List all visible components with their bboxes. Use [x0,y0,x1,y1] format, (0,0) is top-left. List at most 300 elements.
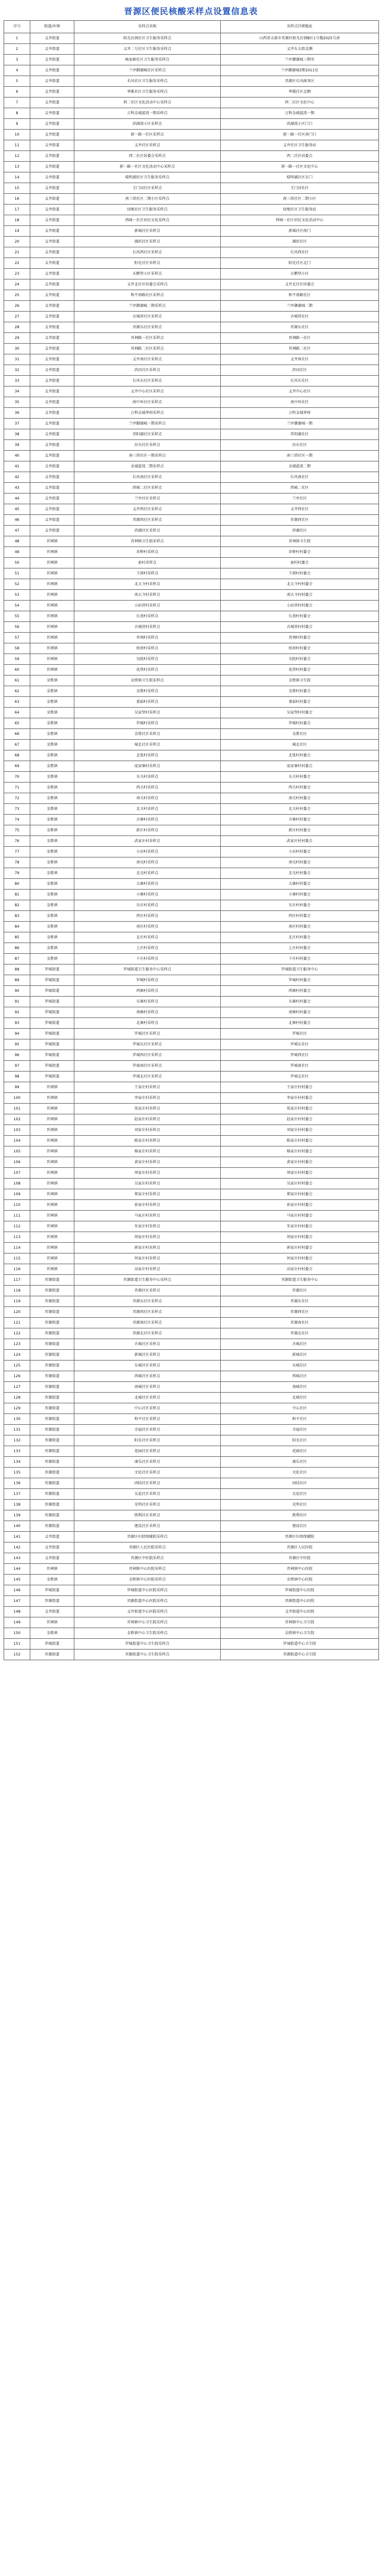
table-row [4,1275,379,1286]
cell-address: 郑家庄村村委会 [221,1189,379,1200]
cell-site-name: 光明社区采样点 [74,1500,221,1510]
table-row [4,1435,379,1446]
cell-site-name: 陈家庄村采样点 [74,1136,221,1146]
cell-index: 16 [4,194,30,205]
cell-street: 义井街道 [30,494,74,504]
cell-site-name: 纸房村采样点 [74,643,221,654]
cell-street: 罗城街道 [30,1639,74,1650]
cell-index: 118 [4,1286,30,1296]
cell-index: 138 [4,1500,30,1510]
cell-site-name: 建设社区采样点 [74,1521,221,1532]
cell-street: 晋源街道 [30,1275,74,1286]
cell-site-name: 东寨村采样点 [74,997,221,1007]
cell-site-name: 下庄村采样点 [74,954,221,965]
cell-street: 晋源街道 [30,1339,74,1350]
cell-index: 40 [4,451,30,461]
cell-address: 幸福社区 [221,1425,379,1435]
cell-street: 义井街道 [30,108,74,119]
table-row [4,215,379,226]
cell-site-name: 刘家庄村采样点 [74,1125,221,1136]
cell-site-name: 友谊社区采样点 [74,1489,221,1500]
table-row [4,1489,379,1500]
cell-site-name: 孙家庄村采样点 [74,1200,221,1211]
table-row [4,761,379,772]
cell-index: 20 [4,237,30,247]
cell-address: 东寨村村委会 [221,997,379,1007]
cell-site-name: 西城二社区采样点 [74,483,221,494]
cell-site-name: 幸福社区采样点 [74,1425,221,1435]
table-row [4,1371,379,1382]
cell-index: 29 [4,333,30,344]
table-row [4,237,379,247]
cell-index: 91 [4,997,30,1007]
table-row [4,1328,379,1339]
cell-street: 义井街道 [30,333,74,344]
cell-index: 73 [4,804,30,815]
cell-street: 金胜镇 [30,772,74,783]
cell-address: 东庄村村委会 [221,900,379,911]
cell-index: 13 [4,162,30,172]
cell-address: 金胜镇中心卫生院 [221,1628,379,1639]
cell-index: 69 [4,761,30,772]
cell-index: 76 [4,836,30,847]
cell-index: 79 [4,868,30,879]
cell-index: 87 [4,954,30,965]
table-row [4,1018,379,1029]
cell-address: 晋祠镇卫生院 [221,536,379,547]
cell-street: 金胜镇 [30,857,74,868]
cell-index: 98 [4,1072,30,1082]
cell-street: 金胜镇 [30,836,74,847]
cell-street: 晋源街道 [30,1425,74,1435]
cell-street: 金胜镇 [30,761,74,772]
cell-site-name: 小寨村采样点 [74,890,221,900]
cell-index: 111 [4,1211,30,1221]
cell-street: 义井街道 [30,205,74,215]
cell-index: 132 [4,1435,30,1446]
cell-site-name: 长风西社区采样点 [74,247,221,258]
cell-site-name: 郑家庄村采样点 [74,1189,221,1200]
cell-street: 晋祠镇 [30,611,74,622]
cell-address: 陈家庄村村委会 [221,1136,379,1146]
cell-index: 78 [4,857,30,868]
cell-address: 高家庄村村委会 [221,1264,379,1275]
cell-index: 77 [4,847,30,857]
cell-address: 郭家庄村村委会 [221,1243,379,1254]
cell-address: 晋祠镇中心医院 [221,1564,379,1575]
cell-site-name: 花塔村采样点 [74,665,221,676]
cell-address: 晋源区人民医院 [221,1543,379,1553]
cell-street: 金胜镇 [30,815,74,825]
cell-street: 义井街道 [30,247,74,258]
cell-site-name: 晋阳湖社区采样点 [74,429,221,440]
cell-address: 阳光社区 [221,1435,379,1446]
table-row [4,825,379,836]
table-row [4,1136,379,1146]
cell-site-name: 武家庄村采样点 [74,836,221,847]
table-row [4,611,379,622]
cell-site-name: 南城社区采样点 [74,1382,221,1393]
table-row [4,654,379,665]
table-row [4,130,379,140]
cell-site-name: 索村采样点 [74,558,221,568]
cell-index: 107 [4,1168,30,1179]
table-row [4,1393,379,1403]
cell-site-name: 东庄村采样点 [74,900,221,911]
cell-street: 晋祠镇 [30,1114,74,1125]
cell-site-name: 庞家寨村采样点 [74,761,221,772]
cell-street: 义井街道 [30,1532,74,1543]
cell-street: 晋源街道 [30,1403,74,1414]
cell-address: 罗城街道中心卫生院 [221,1639,379,1650]
table-row [4,526,379,536]
table-row [4,419,379,429]
header-address: 采样点详细地址 [221,21,379,33]
cell-index: 12 [4,151,30,162]
cell-index: 14 [4,172,30,183]
cell-index: 93 [4,1018,30,1029]
cell-street: 义井街道 [30,162,74,172]
table-row [4,1457,379,1468]
cell-index: 119 [4,1296,30,1307]
cell-index: 32 [4,365,30,376]
table-row [4,740,379,750]
cell-address: 黄家庄村村委会 [221,1157,379,1168]
cell-site-name: 西关村采样点 [74,783,221,793]
cell-address: 索村村委会 [221,558,379,568]
cell-address: 团结社区 [221,1478,379,1489]
cell-street: 义井街道 [30,387,74,397]
cell-index: 60 [4,665,30,676]
cell-site-name: 文化社区采样点 [74,1468,221,1478]
cell-index: 8 [4,108,30,119]
cell-street: 金胜镇 [30,932,74,943]
cell-street: 义井街道 [30,322,74,333]
table-row [4,1146,379,1157]
cell-index: 67 [4,740,30,750]
cell-address: 小店村村委会 [221,847,379,857]
table-row [4,1189,379,1200]
table-row [4,1585,379,1596]
cell-street: 金胜镇 [30,911,74,922]
cell-address: 花园社区 [221,1446,379,1457]
cell-address: 晋源区长风商务区 [221,76,379,87]
cell-site-name: 滨河社区采样点 [74,365,221,376]
cell-index: 96 [4,1050,30,1061]
table-row [4,633,379,643]
cell-address: 新城社区南门 [221,226,379,237]
cell-index: 37 [4,419,30,429]
table-row [4,900,379,911]
cell-index: 80 [4,879,30,890]
cell-street: 金胜镇 [30,686,74,697]
cell-index: 113 [4,1232,30,1243]
cell-site-name: 晋源区人民医院采样点 [74,1543,221,1553]
table-row [4,1200,379,1211]
cell-street: 义井街道 [30,1553,74,1564]
table-row [4,943,379,954]
cell-address: 赤桥村村委会 [221,547,379,558]
cell-site-name: 义井社区采样点 [74,140,221,151]
cell-address: 滨河社区 [221,365,379,376]
cell-street: 晋祠镇 [30,1200,74,1211]
cell-address: 南关村村委会 [221,793,379,804]
cell-site-name: 西城一社区居民文化采样点 [74,215,221,226]
cell-address: 周家庄村村委会 [221,1168,379,1179]
cell-street: 义井街道 [30,526,74,536]
cell-site-name: 兰亭御湖城二期采样点 [74,301,221,312]
cell-street: 罗城街道 [30,1029,74,1039]
table-row [4,65,379,76]
cell-street: 晋祠镇 [30,1093,74,1104]
cell-site-name: 南大寺村采样点 [74,590,221,601]
table-row [4,365,379,376]
cell-street: 义井街道 [30,55,74,65]
table-row [4,162,379,172]
table-row [4,1082,379,1093]
table-row [4,975,379,986]
cell-index: 110 [4,1200,30,1211]
cell-address: 康乐社区 [221,1457,379,1468]
cell-site-name: 赤桥村采样点 [74,547,221,558]
cell-street: 义井街道 [30,365,74,376]
cell-site-name: 团结社区采样点 [74,1478,221,1489]
table-row [4,483,379,494]
cell-street: 义井街道 [30,354,74,365]
table-row [4,119,379,130]
cell-index: 129 [4,1403,30,1414]
table-row [4,1617,379,1628]
table-row [4,1211,379,1221]
cell-site-name: 晋源区中医院采样点 [74,1553,221,1564]
cell-street: 义井街道 [30,87,74,98]
cell-address: 西寨村村委会 [221,986,379,997]
cell-index: 126 [4,1371,30,1382]
cell-index: 68 [4,750,30,761]
cell-index: 10 [4,130,30,140]
cell-street: 义井街道 [30,33,74,44]
cell-street: 义井街道 [30,461,74,472]
cell-address: 中心社区 [221,1403,379,1414]
cell-street: 晋祠镇 [30,1221,74,1232]
cell-site-name: 南屯村采样点 [74,857,221,868]
cell-street: 晋祠镇 [30,1254,74,1264]
table-row [4,1468,379,1478]
cell-index: 48 [4,536,30,547]
table-row [4,376,379,387]
cell-address: 兰亭御湖城三期旁 [221,55,379,65]
cell-street: 义井街道 [30,440,74,451]
table-row [4,1179,379,1189]
cell-address: 晋源社区 [221,1286,379,1296]
cell-site-name: 兰亭御湖城一期采样点 [74,419,221,429]
cell-street: 金胜镇 [30,943,74,954]
table-row [4,151,379,162]
cell-address: 古城营村村委会 [221,622,379,633]
cell-index: 152 [4,1650,30,1660]
cell-street: 晋源街道 [30,1650,74,1660]
cell-index: 114 [4,1243,30,1254]
cell-index: 59 [4,654,30,665]
cell-index: 135 [4,1468,30,1478]
cell-index: 100 [4,1093,30,1104]
cell-index: 147 [4,1596,30,1607]
cell-street: 义井街道 [30,183,74,194]
cell-address: 南庄村村委会 [221,922,379,932]
cell-index: 17 [4,205,30,215]
cell-index: 62 [4,686,30,697]
cell-site-name: 康乐社区采样点 [74,1457,221,1468]
cell-site-name: 义井北社区居委会采样点 [74,279,221,290]
cell-site-name: 西寨村采样点 [74,986,221,997]
cell-street: 义井街道 [30,483,74,494]
table-row [4,76,379,87]
cell-address: 罗城南社区 [221,1061,379,1072]
table-row [4,665,379,676]
cell-address: 南寨村村委会 [221,1007,379,1018]
cell-site-name: 晋源社区采样点 [74,1286,221,1296]
cell-index: 144 [4,1564,30,1575]
cell-address: 兰亭御湖城二期 [221,301,379,312]
cell-street: 晋祠镇 [30,1211,74,1221]
cell-street: 晋祠镇 [30,622,74,633]
cell-site-name: 古城社区采样点 [74,1339,221,1350]
table-row [4,1350,379,1361]
cell-index: 56 [4,622,30,633]
cell-address: 罗城社区 [221,1029,379,1039]
cell-address: 晋源街道卫生服务中心 [221,1275,379,1286]
cell-index: 92 [4,1007,30,1018]
header-street: 街道/乡镇 [30,21,74,33]
cell-address: 新城社区 [221,1350,379,1361]
cell-address: 罗城北社区 [221,1072,379,1082]
table-header-row [4,21,379,33]
cell-index: 124 [4,1350,30,1361]
cell-address: 义井南社区 [221,354,379,365]
cell-index: 95 [4,1039,30,1050]
cell-site-name: 长巷村采样点 [74,611,221,622]
table-row [4,1553,379,1564]
table-row [4,1607,379,1617]
cell-index: 134 [4,1457,30,1468]
cell-street: 晋祠镇 [30,1189,74,1200]
cell-address: 南大寺村村委会 [221,590,379,601]
cell-site-name: 滨湖社区采样点 [74,526,221,536]
cell-address: 光明社区 [221,1500,379,1510]
table-row [4,504,379,515]
cell-street: 义井街道 [30,301,74,312]
table-row [4,879,379,890]
table-row [4,932,379,943]
cell-address: 和平社区 [221,1414,379,1425]
cell-index: 22 [4,258,30,269]
cell-address: 西城一社区居民文化活动中心 [221,215,379,226]
cell-street: 晋源街道 [30,1510,74,1521]
cell-site-name: 北寨村采样点 [74,1018,221,1029]
cell-site-name: 古寨村采样点 [74,815,221,825]
header-index: 序号 [4,21,30,33]
cell-street: 金胜镇 [30,868,74,879]
cell-address: 小站营村村委会 [221,601,379,611]
table-row [4,1232,379,1243]
cell-site-name: 新城社区采样点 [74,226,221,237]
cell-address: 金胜镇卫生院 [221,676,379,686]
cell-index: 64 [4,708,30,718]
cell-street: 晋祠镇 [30,536,74,547]
cell-address: 兰亭社区 [221,494,379,504]
table-row [4,847,379,857]
table-row [4,194,379,205]
cell-street: 义井街道 [30,408,74,419]
cell-site-name: 胜利社区采样点 [74,1510,221,1521]
cell-site-name: 南三塔社区二期小区采样点 [74,194,221,205]
cell-address: 罗城街道中心医院 [221,1585,379,1596]
cell-index: 106 [4,1157,30,1168]
table-row [4,697,379,708]
cell-street: 义井街道 [30,226,74,237]
cell-index: 41 [4,461,30,472]
table-row [4,1521,379,1532]
cell-index: 66 [4,729,30,740]
cell-index: 1 [4,33,30,44]
table-row [4,1628,379,1639]
cell-index: 42 [4,472,30,483]
table-row [4,44,379,55]
cell-address: 晋源街道中心医院 [221,1596,379,1607]
cell-index: 27 [4,312,30,322]
cell-address: 滨湖社区 [221,526,379,536]
table-row [4,1050,379,1061]
cell-site-name: 万科金域华府采样点 [74,408,221,419]
cell-address: 晴明湖社区东门 [221,172,379,183]
cell-address: 金域蓝湾二期 [221,461,379,472]
cell-site-name: 北大寺村采样点 [74,579,221,590]
table-row [4,87,379,98]
table-row [4,1339,379,1350]
cell-street: 罗城街道 [30,1061,74,1072]
cell-site-name: 朱家庄村采样点 [74,1221,221,1232]
cell-street: 晋祠镇 [30,1168,74,1179]
cell-street: 金胜镇 [30,1628,74,1639]
cell-site-name: 义井南社区采样点 [74,354,221,365]
cell-address: 天鹅堡小区 [221,269,379,279]
cell-address: 金胜社区 [221,729,379,740]
cell-address: 王郭村村委会 [221,568,379,579]
cell-site-name: 晋祠村采样点 [74,633,221,643]
cell-street: 义井街道 [30,429,74,440]
table-row [4,590,379,601]
cell-index: 34 [4,387,30,397]
cell-street: 金胜镇 [30,847,74,857]
cell-index: 86 [4,943,30,954]
cell-street: 晋源街道 [30,1457,74,1468]
table-row [4,408,379,419]
cell-index: 136 [4,1478,30,1489]
cell-site-name: 晋祠路二社区采样点 [74,344,221,354]
cell-index: 49 [4,547,30,558]
cell-site-name: 晋源街道中心医院采样点 [74,1596,221,1607]
cell-index: 36 [4,408,30,419]
cell-address: 城北社区 [221,740,379,750]
header-site-name: 采样点名称 [74,21,221,33]
cell-site-name: 和平南路社区采样点 [74,290,221,301]
table-row [4,568,379,579]
cell-address: 晋源南社区 [221,1318,379,1328]
cell-site-name: 绿地社区卫生服务采样点 [74,205,221,215]
cell-street: 晋源街道 [30,1296,74,1307]
cell-site-name: 吴家庄村采样点 [74,1179,221,1189]
cell-site-name: 马家庄村采样点 [74,1211,221,1221]
